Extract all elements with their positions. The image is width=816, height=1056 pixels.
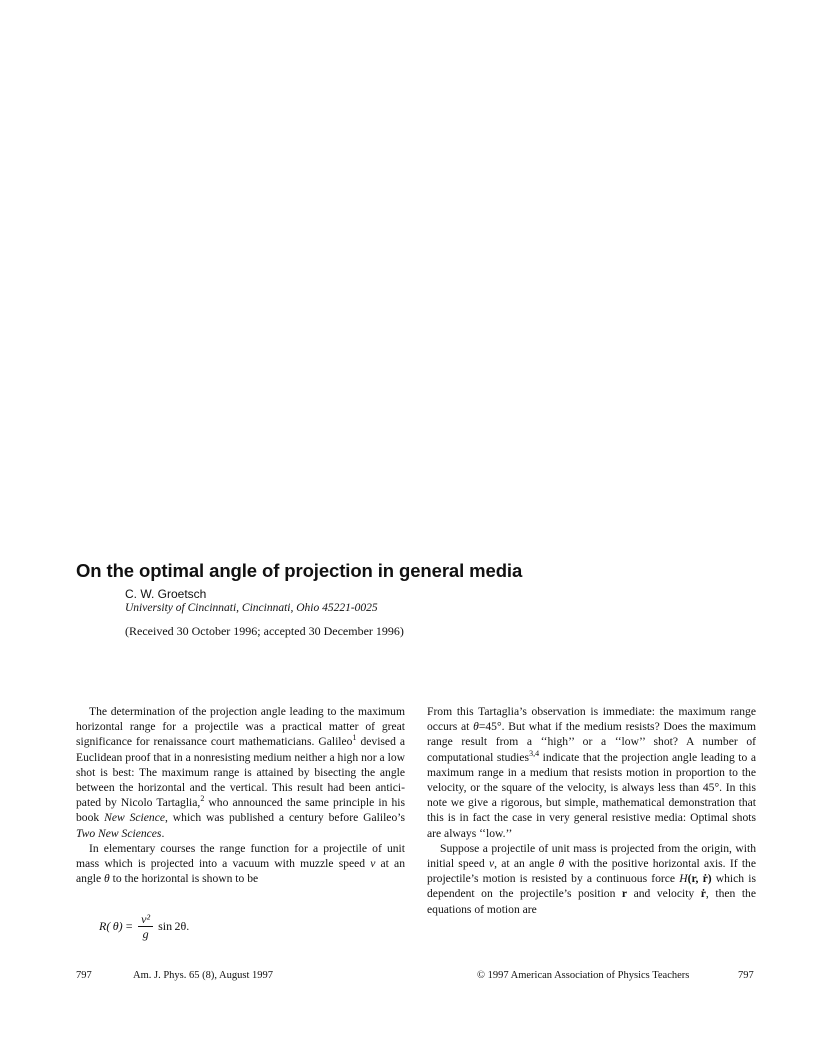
book-title-new-science: New Science: [104, 811, 165, 825]
equation-rhs: sin 2θ.: [158, 919, 190, 933]
received-dates: (Received 30 October 1996; accepted 30 December 1996): [125, 624, 404, 638]
symbol-v: v: [370, 857, 376, 871]
equation-fraction: [138, 912, 153, 941]
paragraph-tartaglia: From this Tartaglia’s observation is immediate: the maximum range occurs at θ=45°. But what if the medium resists? Does the maximum range result from a ‘‘high’’ or a ‘‘low’’ shot? A number of computational studies$^{3,4}$ indicate that the projection angle leading to a maximum range in a medium that resists motion in proportion to the velocity, or the square of the velocity, is always less than 45°. In this note we give a rigorous, but simple, mathematical demonstration that this is in fact the case in very general resistive media: Optimal shots are always ‘‘low.’’: [427, 705, 756, 840]
author-affiliation: University of Cincinnati, Cincinnati, Ohio 45221-0025: [125, 602, 378, 614]
symbol-rdot: ṙ: [700, 887, 706, 901]
equation-denominator: g: [142, 927, 149, 941]
right-column: [427, 704, 756, 917]
ref-3-4: 3,4: [529, 748, 540, 758]
symbol-r: r: [621, 887, 628, 901]
symbol-H: H: [679, 872, 688, 886]
article-title: On the optimal angle of projection in general media: [76, 560, 523, 581]
author-name: C. W. Groetsch: [125, 587, 207, 601]
footer-page-number-left: 797: [76, 970, 92, 981]
footer-page-number-right: 797: [738, 970, 754, 981]
footer-copyright: © 1997 American Association of Physics Teachers: [477, 970, 690, 981]
left-column: [76, 704, 405, 886]
paragraph-range-function: In elementary courses the range function for a projectile of unit mass which is projected into a vacuum with muzzle speed v at an angle θ to the horizontal is shown to be: [76, 841, 405, 886]
footer-journal-citation: Am. J. Phys. 65 (8), August 1997: [133, 970, 274, 981]
ref-1: 1: [352, 733, 357, 743]
book-title-two-new-sciences: Two New Sciences: [76, 826, 162, 840]
paragraph-suppose: Suppose a projectile of unit mass is projected from the origin, with initial speed v, at an angle θ with the positive horizontal axis. If the projectile’s motion is resisted by a continuous force H(r, ṙ) which is dependent on the projectile’s position r and velocity ṙ, then the equations of motion are: [427, 841, 757, 916]
symbol-theta: θ: [104, 872, 110, 886]
equation-lhs: R( θ) =: [99, 919, 134, 933]
equation-numerator: v²: [138, 912, 153, 927]
range-equation: [99, 912, 189, 941]
paragraph-intro: The determination of the projection angle leading to the maximum horizontal range for a projectile was a practical matter of great significance for renaissance court mathematicians. Galileo$^1$ devised a Euclidean proof that in a nonresisting medium neither a high nor a low shot is best: The maximum range is attained by bisecting the angle between the horizontal and the vertical. This result had been anticipated by Nicolo Tartaglia,$^2$ who announced the same principle in his book New Science, which was published a century before Galileo’s Two New Sciences.: [76, 705, 406, 840]
ref-2: 2: [200, 794, 205, 804]
